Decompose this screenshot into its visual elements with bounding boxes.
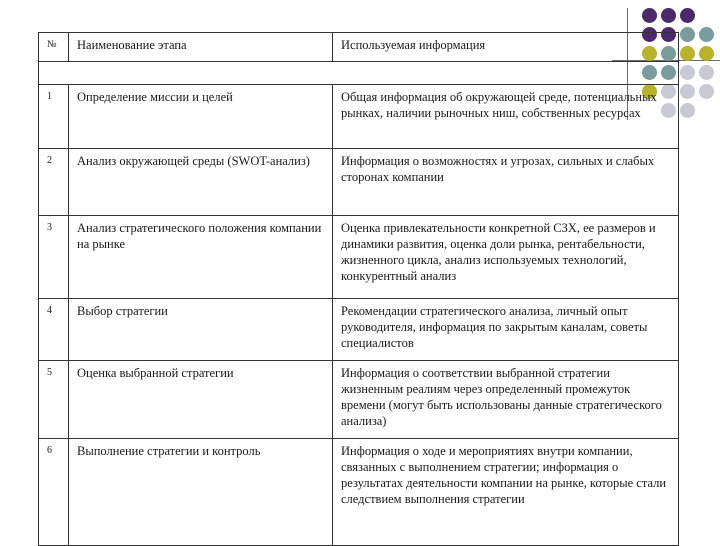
row-number: 1: [39, 85, 69, 149]
strategy-stages-table: [38, 32, 679, 546]
table-row: [39, 361, 679, 439]
grey-dot: [680, 84, 695, 99]
row-number: 6: [39, 439, 69, 546]
table-row: [39, 216, 679, 299]
olive-dot: [680, 46, 695, 61]
stage-name-cell: Анализ стратегического положения компании на рынке: [69, 216, 333, 299]
table-row: [39, 149, 679, 216]
purple-dot: [642, 8, 657, 23]
table-header-row: [39, 33, 679, 62]
stage-name-cell: Выбор стратегии: [69, 299, 333, 361]
purple-dot: [661, 8, 676, 23]
table-row: [39, 85, 679, 149]
information-cell: Информация о ходе и мероприятиях внутри компании, связанных с выполнением стратегии; информация о результатах деятельности компании на рынке, которые стали следствием выполнения стратегии: [333, 439, 679, 546]
information-cell: Рекомендации стратегического анализа, личный опыт руководителя, информация по закрытым каналам, советы специалистов: [333, 299, 679, 361]
row-number: 5: [39, 361, 69, 439]
header-stage-name: Наименование этапа: [69, 33, 333, 62]
olive-dot: [699, 46, 714, 61]
teal-dot: [699, 27, 714, 42]
grey-dot: [699, 84, 714, 99]
header-used-information: Используемая информация: [333, 33, 679, 62]
information-cell: Общая информация об окружающей среде, потенциальных рынках, наличии рыночных ниш, собственных ресурсах: [333, 85, 679, 149]
grey-dot: [680, 65, 695, 80]
row-number: 3: [39, 216, 69, 299]
grey-dot: [699, 65, 714, 80]
information-cell: Оценка привлекательности конкретной СЗХ, ее размеров и динамики развития, оценка доли рынка, рентабельности, жизненного цикла, анализ используемых технологий, конкурентный анализ: [333, 216, 679, 299]
table-spacer-row: [39, 62, 679, 85]
table-row: [39, 439, 679, 546]
header-number: №: [39, 33, 69, 62]
stage-name-cell: Оценка выбранной стратегии: [69, 361, 333, 439]
grey-dot: [680, 103, 695, 118]
stage-name-cell: Анализ окружающей среды (SWOT-анализ): [69, 149, 333, 216]
purple-dot: [680, 8, 695, 23]
spacer-cell: [39, 62, 679, 85]
information-cell: Информация о соответствии выбранной стратегии жизненным реалиям через определенный промежуток времени (могут быть использованы данные стратегического анализа): [333, 361, 679, 439]
stage-name-cell: Выполнение стратегии и контроль: [69, 439, 333, 546]
row-number: 4: [39, 299, 69, 361]
row-number: 2: [39, 149, 69, 216]
teal-dot: [680, 27, 695, 42]
stage-name-cell: Определение миссии и целей: [69, 85, 333, 149]
table-row: [39, 299, 679, 361]
information-cell: Информация о возможностях и угрозах, сильных и слабых сторонах компании: [333, 149, 679, 216]
